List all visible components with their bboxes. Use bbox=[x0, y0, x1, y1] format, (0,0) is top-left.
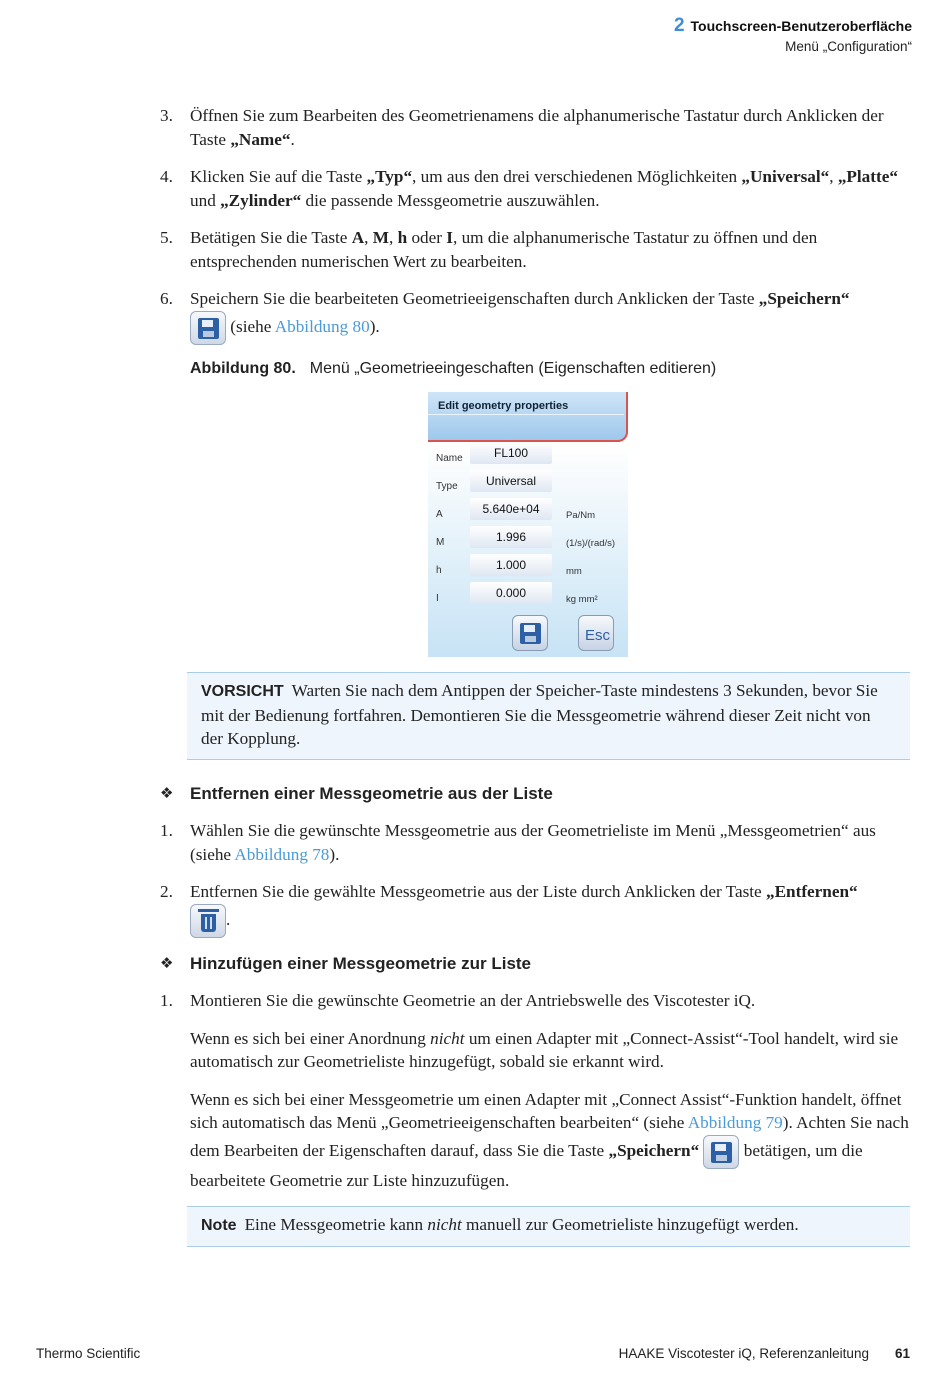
section-heading: ❖ Hinzufügen einer Messgeometrie zur Liste bbox=[160, 952, 910, 976]
section-heading: ❖ Entfernen einer Messgeometrie aus der Liste bbox=[160, 782, 910, 806]
property-row: Name FL100 bbox=[428, 442, 628, 464]
footer-company: Thermo Scientific bbox=[36, 1346, 141, 1361]
list-item: 2. Entfernen Sie die gewählte Messgeometrie aus der Liste durch Anklicken der Taste „Entfernen“ . bbox=[160, 880, 910, 938]
dialog-titlebar bbox=[428, 392, 628, 442]
list-item: 1. Wählen Sie die gewünschte Messgeometrie aus der Geometrieliste im Menü „Messgeometrien“ aus (siehe Abbildung 78). bbox=[160, 821, 876, 864]
i-field[interactable]: 0.000 bbox=[470, 582, 552, 604]
list-item: 6. Speichern Sie die bearbeiteten Geometrieeigenschaften durch Anklicken der Taste „Speichern“ (siehe Abbildung 80). bbox=[160, 287, 910, 345]
floppy-disk-icon bbox=[520, 623, 541, 644]
figure-link[interactable]: Abbildung 78 bbox=[234, 844, 330, 864]
a-field[interactable]: 5.640e+04 bbox=[470, 498, 552, 520]
edit-geometry-screenshot bbox=[428, 392, 628, 657]
list-item: 4. Klicken Sie auf die Taste „Typ“, um aus den drei verschiedenen Möglichkeiten „Universal“, „Platte“ und „Zylinder“ die passende Messgeometrie auszuwählen. bbox=[160, 167, 898, 210]
chapter-title: Touchscreen-Benutzeroberfläche bbox=[690, 18, 912, 34]
paragraph: Wenn es sich bei einer Messgeometrie um einen Adapter mit „Connect Assist“-Funktion handelt, öffnet sich automatisch das Menü „Geometrieeigenschaften bearbeiten“ (siehe Abbildung 79). Achten Sie nach dem Bearbeiten der Eigenschaften darauf, dass Sie die Taste „Speichern“ betätigen, um die bearbeitete Geometrie zur Liste hinzuzufügen. bbox=[190, 1089, 909, 1190]
caution-tag: VORSICHT bbox=[201, 683, 284, 700]
floppy-disk-icon bbox=[198, 318, 219, 339]
caution-box bbox=[187, 672, 910, 760]
property-row: h 1.000 mm bbox=[428, 554, 628, 576]
save-button[interactable] bbox=[703, 1135, 739, 1169]
save-button[interactable] bbox=[512, 615, 548, 651]
property-row: M 1.996 (1/s)/(rad/s) bbox=[428, 526, 628, 548]
dialog-title: Edit geometry properties bbox=[438, 400, 569, 412]
floppy-disk-icon bbox=[711, 1142, 732, 1163]
delete-button[interactable] bbox=[190, 904, 226, 938]
property-row: I 0.000 kg mm² bbox=[428, 582, 628, 604]
diamond-bullet-icon: ❖ bbox=[160, 954, 174, 972]
list-item: 3. Öffnen Sie zum Bearbeiten des Geometrienamens die alphanumerische Tastatur durch Anklicken der Taste „Name“. bbox=[160, 106, 884, 149]
figure-link[interactable]: Abbildung 79 bbox=[687, 1113, 783, 1132]
caution-text: Warten Sie nach dem Antippen der Speicher-Taste mindestens 3 Sekunden, bevor Sie mit der Bedienung fortfahren. Demontieren Sie die Messgeometrie während dieser Zeit nicht von der Kopplung. bbox=[201, 681, 878, 748]
section-subtitle: Menü „Configuration“ bbox=[785, 39, 912, 54]
figure-caption: Abbildung 80. Menü „Geometrieeingeschaften (Eigenschaften editieren) bbox=[190, 359, 717, 377]
trash-icon bbox=[201, 914, 216, 932]
property-row: A 5.640e+04 Pa/Nm bbox=[428, 498, 628, 520]
page-header bbox=[674, 16, 912, 57]
note-tag: Note bbox=[201, 1217, 237, 1234]
figure-link[interactable]: Abbildung 80 bbox=[274, 316, 370, 336]
esc-button[interactable]: Esc bbox=[578, 615, 614, 651]
name-field[interactable]: FL100 bbox=[470, 442, 552, 464]
h-field[interactable]: 1.000 bbox=[470, 554, 552, 576]
diamond-bullet-icon: ❖ bbox=[160, 784, 174, 802]
type-field[interactable]: Universal bbox=[470, 470, 552, 492]
list-item: 1. Montieren Sie die gewünschte Geometrie an der Antriebswelle des Viscotester iQ. bbox=[160, 991, 756, 1010]
property-row: Type Universal bbox=[428, 470, 628, 492]
list-item: 5. Betätigen Sie die Taste A, M, h oder I, um die alphanumerische Tastatur zu öffnen und den entsprechenden numerischen Wert zu bearbeiten. bbox=[160, 228, 818, 271]
m-field[interactable]: 1.996 bbox=[470, 526, 552, 548]
save-button[interactable] bbox=[190, 311, 226, 345]
note-box: Note Eine Messgeometrie kann nicht manuell zur Geometrieliste hinzugefügt werden. bbox=[187, 1206, 910, 1247]
main-content bbox=[160, 104, 910, 1269]
chapter-number: 2 bbox=[673, 15, 685, 36]
paragraph: Wenn es sich bei einer Anordnung nicht um einen Adapter mit „Connect-Assist“-Tool handelt, wird sie automatisch zur Geometrieliste hinzugefügt, sobald sie erkannt wird. bbox=[190, 1028, 899, 1071]
page-number: 61 bbox=[894, 1346, 910, 1361]
footer-doc-title: HAAKE Viscotester iQ, Referenzanleitung bbox=[618, 1346, 869, 1361]
